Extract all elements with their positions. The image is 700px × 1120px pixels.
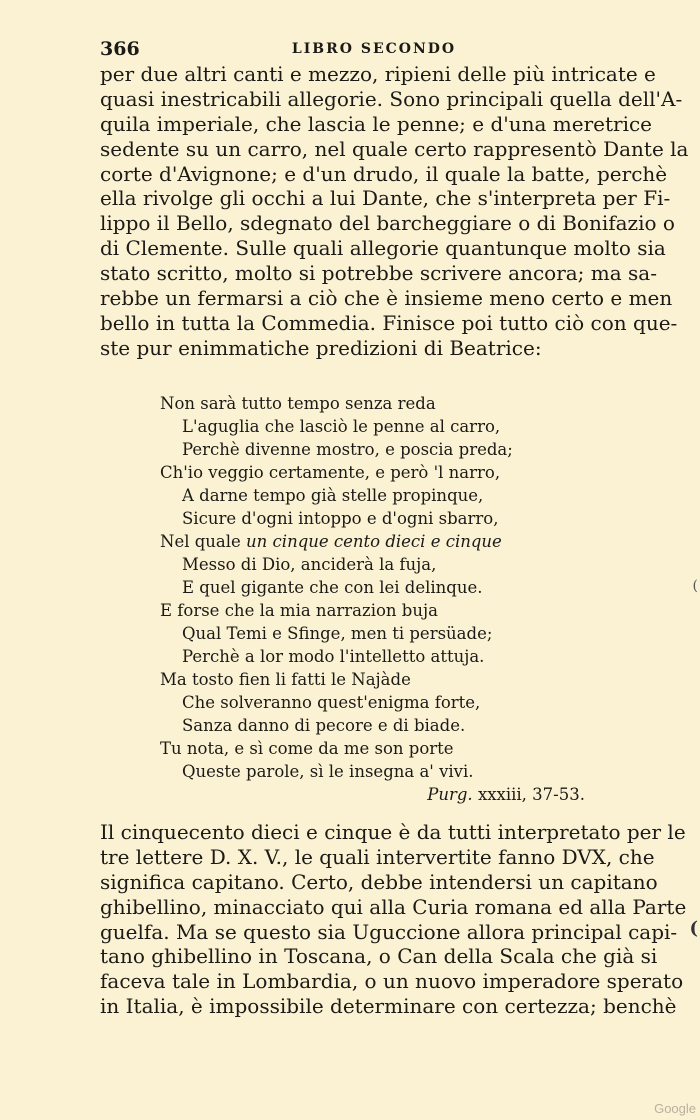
paragraph-2 — [100, 820, 687, 1019]
verse-line: Ma tosto fien li fatti le Najàde — [160, 670, 411, 689]
scan-watermark: Google — [654, 1101, 696, 1116]
text-line: faceva tale in Lombardia, o un nuovo imperadore sperato — [100, 969, 684, 994]
verse-line: Queste parole, sì le insegna a' vivi. — [182, 762, 474, 781]
verse-line: E forse che la mia narrazion buja — [160, 601, 438, 620]
text-line: ghibellino, minacciato qui alla Curia romana ed alla Parte — [100, 894, 687, 919]
text-line: di Clemente. Sulle quali allegorie quantunque molto sia — [100, 236, 666, 261]
text-line: tano ghibellino in Toscana, o Can della Scala che già si — [100, 944, 658, 969]
verse-line: Che solveranno quest'enigma forte, — [182, 693, 481, 712]
text-line: in Italia, è impossibile determinare con certezza; benchè — [100, 994, 677, 1019]
paragraph-1 — [100, 62, 689, 361]
verse-italic-phrase: un cinque cento dieci e cinque — [246, 532, 502, 551]
page-number: 366 — [100, 38, 140, 60]
verse-line: Perchè divenne mostro, e poscia preda; — [182, 440, 513, 459]
verse-line — [160, 530, 590, 553]
text-line: rebbe un fermarsi a ciò che è insieme meno certo e men — [100, 286, 673, 311]
verse-line: Tu nota, e sì come da me son porte — [160, 739, 454, 758]
page-header — [100, 38, 648, 64]
running-title: LIBRO SECONDO — [291, 41, 457, 57]
verse-line: Qual Temi e Sfinge, men ti persüade; — [182, 624, 493, 643]
text-line: sedente su un carro, nel quale certo rappresentò Dante la — [100, 136, 689, 161]
citation-work: Purg. — [427, 785, 473, 804]
margin-mark: ( — [692, 578, 698, 594]
text-line: tre lettere D. X. V., le quali intervertite fanno DVX, che — [100, 844, 655, 869]
text-line: ella rivolge gli occhi a lui Dante, che s'interpreta per Fi- — [100, 186, 671, 211]
verse-line: Messo di Dio, anciderà la fuja, — [182, 555, 437, 574]
text-line: quila imperiale, che lascia le penne; e d'una meretrice — [100, 111, 653, 136]
verse-line: Sicure d'ogni intoppo e d'ogni sbarro, — [182, 509, 499, 528]
verse-line: E quel gigante che con lei delinque. — [182, 578, 483, 597]
verse-line: A darne tempo già stelle propinque, — [182, 486, 484, 505]
verse-line: Ch'io veggio certamente, e però 'l narro, — [160, 463, 501, 482]
verse-quotation — [160, 392, 590, 783]
text-line: stato scritto, molto si potrebbe scrivere ancora; ma sa- — [100, 261, 657, 286]
text-line: corte d'Avignone; e d'un drudo, il quale la batte, perchè — [100, 161, 668, 186]
verse-citation — [160, 783, 585, 806]
text-line: quasi inestricabili allegorie. Sono principali quella dell'A- — [100, 86, 683, 111]
verse-line-text: Nel quale — [160, 532, 247, 551]
text-line: per due altri canti e mezzo, ripieni delle più intricate e — [100, 62, 656, 86]
text-line: guelfa. Ma se questo sia Uguccione allora principal capi- — [100, 919, 678, 944]
text-line: ste pur enimmatiche predizioni di Beatrice: — [100, 335, 542, 360]
text-line: bello in tutta la Commedia. Finisce poi tutto ciò con que- — [100, 310, 678, 335]
verse-line: Sanza danno di pecore e di biade. — [182, 716, 466, 735]
verse-line: Perchè a lor modo l'intelletto attuja. — [182, 647, 485, 666]
margin-mark: ( — [689, 918, 698, 939]
citation-reference: xxxiii, 37-53. — [477, 785, 585, 804]
text-line: significa capitano. Certo, debbe intendersi un capitano — [100, 869, 658, 894]
verse-line: L'aguglia che lasciò le penne al carro, — [182, 417, 501, 436]
text-line: lippo il Bello, sdegnato del barcheggiare o di Bonifazio o — [100, 211, 675, 236]
verse-line: Non sarà tutto tempo senza reda — [160, 394, 436, 413]
text-line: Il cinquecento dieci e cinque è da tutti interpretato per le — [100, 820, 686, 844]
